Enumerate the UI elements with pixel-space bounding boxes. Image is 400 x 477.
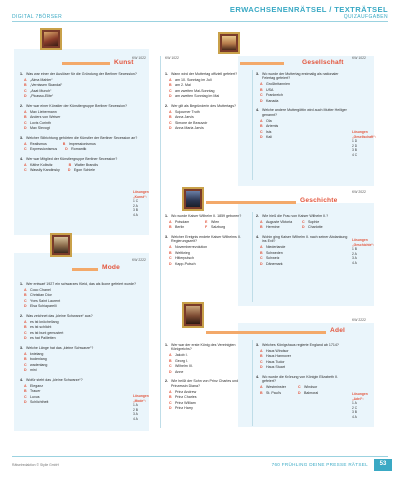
kunst-solutions (133, 190, 163, 218)
option-text: Niederlande (266, 245, 286, 250)
option-text: Kapp-Putsch (175, 261, 196, 266)
solution-line: 1 D (352, 139, 358, 144)
adel-week: KW 2222 (352, 318, 366, 322)
option-text: es ist schlicht (30, 325, 52, 330)
option-text: Sophie (308, 219, 320, 224)
solution-line: 1 C (133, 199, 139, 204)
option-text: Weltkrieg (175, 250, 190, 255)
question-number: 1. (165, 72, 168, 76)
option-text: Elsa Schiaparelli (30, 304, 57, 309)
header-right-label: QUIZAUFGABEN (343, 14, 388, 20)
gesellschaft-questions-col1 (165, 72, 249, 136)
option-text: Romantik (71, 147, 87, 152)
option-letter: F (205, 225, 208, 230)
geschichte-week: KW 2022 (352, 190, 366, 194)
question-number: 3. (256, 343, 259, 347)
option-text: Anna Jarvis (175, 115, 194, 120)
option-letter: C (298, 385, 301, 390)
option-text: Trauer (30, 389, 41, 394)
option-text: Salzburg (211, 225, 226, 230)
option-text: Max Slevogt (30, 126, 50, 131)
header-divider (12, 21, 388, 22)
solution-line: 3 B (352, 410, 357, 415)
option-letter: B (24, 357, 27, 362)
option-letter: C (302, 219, 305, 224)
option-text: Walter Brandis (74, 162, 99, 167)
question-text: Wohin ging Kaiser Wilhelm II. nach seiner Abdankung ins Exil? (262, 234, 348, 244)
solution-title: Lösungen „Adel“: (352, 392, 368, 401)
option-letter: A (24, 383, 27, 388)
option-letter: A (260, 219, 263, 224)
geschichte-questions-col1 (165, 214, 249, 271)
option-text: Impressionismus (68, 141, 96, 146)
option-text: Wassily Kandinsky (30, 168, 60, 173)
option-text: es ist bunt gemustert (30, 330, 64, 335)
option-letter: A (24, 287, 27, 292)
question-number: 2. (256, 214, 259, 218)
question-block (256, 235, 348, 266)
question-number: 4. (256, 108, 259, 113)
question-number: 3. (20, 135, 23, 140)
geschichte-category: Geschichte (300, 197, 338, 204)
adel-accent-line (206, 331, 326, 334)
option-text: Prinz Charles (175, 395, 197, 400)
solution-line: 2 C (352, 405, 358, 410)
kunst-artwork (40, 28, 62, 50)
geschichte-accent-line (206, 201, 296, 204)
solution-line: 3 B (352, 148, 357, 153)
option-text: Expressionismus (30, 147, 58, 152)
option-text: Eleganz (30, 383, 43, 388)
question-number: 2. (165, 103, 168, 108)
gesellschaft-week-left: KW 1022 (165, 56, 179, 60)
question-number: 1. (165, 214, 168, 218)
question-block (165, 343, 249, 374)
option-text: „Picasso-Elite“ (30, 94, 54, 99)
option-letter: C (24, 88, 27, 93)
footer-copyright: Rätselredaktion © Stylie GmbH (12, 462, 59, 467)
option-letter: B (260, 354, 263, 359)
question-text: Was zeichnet das „kleine Schwarze“ aus? (26, 313, 93, 318)
geschichte-solutions (352, 238, 380, 266)
question-block (165, 104, 249, 131)
question-text: Wer gilt als Begründerin des Muttertags? (171, 103, 237, 108)
option-letter: C (24, 330, 27, 335)
gesellschaft-artwork (218, 32, 240, 54)
solution-title: Lösungen „Gesellschaft“: (352, 130, 377, 139)
kunst-week: KW 1022 (132, 56, 146, 60)
question-block (20, 157, 142, 173)
option-text: es hat Pailletten (30, 336, 56, 341)
question-text: Wer war Mitglied der Künstlergruppe Berliner Secession? (26, 156, 118, 161)
option-text: Hermine (266, 225, 280, 230)
option-letter: D (65, 147, 68, 152)
question-block (256, 343, 348, 370)
option-letter: A (169, 245, 172, 250)
option-letter: D (24, 400, 27, 405)
option-letter: A (260, 385, 263, 390)
option-letter: D (260, 365, 263, 370)
option-text: Max Liebermann (30, 109, 57, 114)
option-letter: A (169, 353, 172, 358)
option-letter: C (260, 93, 263, 98)
solution-line: 3 A (133, 412, 138, 417)
question-block (20, 104, 142, 131)
option-text: Haus Hannover (266, 354, 291, 359)
question-block (20, 136, 142, 152)
mode-artwork (50, 233, 72, 257)
option-text: Artemis (266, 124, 279, 129)
solution-line: 3 B (133, 208, 138, 213)
option-letter: C (169, 88, 172, 93)
footer-divider (12, 456, 388, 457)
option-letter: D (298, 390, 301, 395)
option-letter: D (24, 94, 27, 99)
option-letter: C (24, 298, 27, 303)
option-text: Lovis Corinth (30, 120, 51, 125)
option-text: am 10. Sonntag im Juli (175, 77, 212, 82)
mode-accent-line (72, 268, 98, 271)
question-text: Wer war einer Künstler der Künstlergruppe Berliner Secession? (26, 103, 128, 108)
option-text: Isis (266, 129, 272, 134)
solution-line: 1 A (133, 403, 138, 408)
question-number: 1. (165, 343, 168, 347)
solution-line: 3 A (352, 256, 357, 261)
option-text: „Asat Munch“ (30, 88, 52, 93)
option-letter: D (24, 126, 27, 131)
option-letter: C (169, 364, 172, 369)
option-text: Anna Maria Jarvis (175, 126, 204, 131)
option-letter: B (169, 395, 172, 400)
option-letter: A (24, 77, 27, 82)
option-text: Yves Saint Laurent (30, 298, 61, 303)
question-block (256, 72, 348, 103)
gesellschaft-week: KW 1022 (352, 56, 366, 60)
option-letter: C (24, 362, 27, 367)
option-text: Haus Tudor (266, 359, 285, 364)
option-letter: A (24, 141, 27, 146)
gesellschaft-accent-line (240, 62, 284, 65)
question-text: Wie hieß die Frau von Kaiser Wilhelm II.? (262, 214, 329, 218)
option-letter: D (169, 369, 172, 374)
mode-category: Mode (102, 264, 121, 271)
solution-title: Lösungen „Geschichte“: (352, 238, 375, 247)
option-letter: A (260, 82, 263, 87)
option-letter: D (169, 94, 172, 99)
solution-line: 2 B (133, 407, 138, 412)
question-text: Wann wird der Muttertag offiziell gefeiert? (171, 72, 238, 76)
option-text: Auguste Viktoria (266, 219, 293, 224)
option-text: Käthe Kollwitz (30, 162, 53, 167)
option-text: USA (266, 87, 274, 92)
option-letter: C (24, 168, 27, 173)
question-text: Welcher Stilrichtung gehörten die Künstler der Berliner Secession an? (26, 135, 138, 140)
option-letter: D (169, 261, 172, 266)
option-letter: A (24, 109, 27, 114)
question-block (20, 314, 142, 341)
option-text: Charlotte (308, 225, 323, 230)
option-text: Schweiz (266, 256, 280, 261)
column-divider (252, 70, 253, 180)
option-text: es ist knöchellang (30, 319, 59, 324)
mode-week: KW 2222 (132, 258, 146, 262)
question-text: Welche Länge hat das „kleine Schwarze“? (26, 345, 94, 350)
option-text: Prinz William (175, 400, 196, 405)
option-text: Wien (211, 219, 220, 224)
question-block (165, 72, 249, 99)
option-letter: B (62, 141, 66, 146)
option-text: Jakob I. (175, 353, 188, 358)
question-number: 3. (20, 345, 23, 350)
option-letter: D (302, 225, 305, 230)
option-letter: C (260, 129, 263, 134)
question-text: Wo wurde der Muttertag erstmalig als nationaler Feiertag gefeiert? (262, 72, 339, 81)
option-text: Windsor (304, 385, 318, 390)
footer-publication: 760 FRÜHLING DEINE PRESSE RÄTSEL (271, 462, 368, 468)
question-block (165, 214, 249, 230)
option-text: mini (30, 368, 37, 373)
column-divider (160, 56, 161, 428)
option-letter: B (260, 87, 263, 92)
solution-line: 2 D (352, 143, 358, 148)
option-letter: E (205, 219, 208, 224)
option-text: am zweiten Sonntag im Mai (175, 94, 220, 99)
solution-line: 4 A (352, 415, 357, 420)
solution-line: 4 C (352, 153, 358, 158)
option-letter: C (169, 120, 172, 125)
option-text: Realismus (30, 141, 47, 146)
question-number: 2. (20, 313, 23, 318)
question-number: 4. (20, 377, 23, 382)
option-letter: A (169, 77, 172, 82)
gesellschaft-category: Gesellschaft (302, 59, 344, 66)
option-text: Haus Stuart (266, 365, 285, 370)
solution-line: 1 A (352, 401, 357, 406)
option-text: Simone de Beauvoir (175, 120, 208, 125)
solution-title: Lösungen „Kunst“: (133, 190, 149, 199)
option-letter: B (169, 83, 172, 88)
option-text: Schlichtheit (30, 400, 49, 405)
page-number: 53 (374, 459, 392, 471)
option-letter: D (67, 168, 71, 173)
option-text: Berlin (175, 225, 185, 230)
solution-line: 2 A (352, 251, 357, 256)
question-number: 4. (256, 234, 259, 239)
option-letter: D (169, 126, 172, 131)
option-text: am 2. Mai (175, 83, 191, 88)
option-text: wadenlang (30, 362, 48, 367)
question-number: 3. (165, 234, 168, 239)
option-text: Wilhelm III. (175, 364, 193, 369)
column-divider (252, 340, 253, 426)
question-text: Welcher Ereignis endete Kaiser Wilhelms II. Regierungszeit? (171, 234, 241, 244)
question-number: 3. (256, 72, 259, 76)
question-block (165, 379, 249, 410)
adel-category: Adel (330, 327, 346, 334)
option-text: Anne (175, 369, 184, 374)
geschichte-questions-col2 (256, 214, 348, 271)
option-text: Großbritannien (266, 82, 290, 87)
option-text: „Vernissen Skandal“ (30, 83, 63, 88)
option-letter: B (169, 225, 172, 230)
question-block (256, 108, 348, 139)
option-text: Balmoral (304, 390, 319, 395)
option-letter: C (169, 400, 172, 405)
option-letter: D (24, 336, 27, 341)
option-text: Dänemark (266, 261, 283, 266)
option-letter: B (260, 390, 263, 395)
question-block (20, 282, 142, 309)
solution-line: 2 A (133, 203, 138, 208)
option-letter: D (24, 304, 27, 309)
option-letter: C (24, 120, 27, 125)
option-text: Sojourner Truth (175, 109, 200, 114)
question-text: Wer war der erste König des Vereinigten Königreichs? (171, 343, 236, 352)
page-title: ERWACHSENENRÄTSEL / TEXTRÄTSEL (229, 5, 388, 14)
option-text: Prinz Andrew (175, 389, 197, 394)
question-block (20, 377, 142, 408)
option-letter: B (24, 389, 27, 394)
option-letter: A (169, 109, 172, 114)
option-letter: B (169, 250, 172, 255)
option-text: Georg I. (175, 358, 188, 363)
option-letter: C (260, 359, 263, 364)
solution-title: Lösungen „Mode“: (133, 394, 149, 403)
kunst-questions (20, 72, 142, 178)
option-text: Westminster (266, 385, 286, 390)
question-number: 4. (256, 374, 259, 379)
adel-artwork (182, 302, 204, 328)
option-letter: C (24, 147, 27, 152)
option-letter: D (24, 368, 27, 373)
option-letter: B (169, 358, 172, 363)
option-letter: B (24, 83, 27, 88)
adel-questions-col2 (256, 343, 348, 400)
solution-line: 4 A (352, 261, 357, 266)
column-divider (252, 212, 253, 302)
option-text: St. Paul's (266, 390, 282, 395)
option-letter: D (260, 98, 263, 103)
option-letter: A (260, 245, 263, 250)
option-letter: B (24, 115, 27, 120)
option-letter: A (24, 162, 27, 167)
question-block (256, 214, 348, 230)
option-letter: A (24, 351, 27, 356)
solution-line: 4 A (133, 417, 138, 422)
option-letter: B (24, 325, 27, 330)
option-letter: B (260, 124, 263, 129)
option-letter: A (169, 389, 172, 394)
option-letter: D (169, 406, 172, 411)
question-text: Wofür steht das „kleine Schwarze“? (26, 377, 83, 382)
option-letter: C (24, 394, 27, 399)
question-text: Welches Königshaus regierte England ab 1714? (262, 343, 339, 347)
option-text: Hitlerputsch (175, 256, 194, 261)
question-text: Wer entwarf 1927 ein schwarzes Kleid, das als Ikone gefeiert wurde? (26, 282, 137, 286)
question-text: Welche andere Muttergöttin wird auch Mutter Heiliger genannt? (262, 108, 347, 117)
option-text: Christian Dior (30, 293, 52, 298)
option-text: am zweiten Mai-Sonntag (175, 88, 215, 93)
question-text: Was war einer der Auslöser für die Gründung der Berliner Secession? (26, 72, 137, 76)
option-text: Luxus (30, 394, 40, 399)
question-block (256, 375, 348, 395)
option-text: knielang (30, 351, 44, 356)
mode-solutions (133, 394, 161, 422)
solution-line: 1 B (352, 247, 357, 252)
option-letter: B (24, 293, 27, 298)
option-text: Anders von Weiser (30, 115, 61, 120)
option-text: Potsdam (175, 219, 190, 224)
option-letter: A (169, 219, 172, 224)
option-text: Haus Windsor (266, 348, 289, 353)
header-left-label: DIGITAL 7BÖRSER (12, 14, 63, 20)
question-block (165, 235, 249, 266)
option-letter: A (24, 319, 27, 324)
kunst-category: Kunst (114, 59, 134, 66)
option-text: Kali (266, 135, 272, 140)
option-text: Prinz Harry (175, 406, 193, 411)
option-letter: B (260, 250, 263, 255)
question-text: Wo wurde die Krönung von Königin Elizabeth II. gefeiert? (262, 374, 339, 384)
question-number: 4. (20, 156, 23, 161)
option-letter: B (68, 162, 72, 167)
option-letter: A (260, 118, 263, 123)
option-text: „Alma Mahler“ (30, 77, 53, 82)
option-text: Kanada (266, 98, 279, 103)
question-number: 1. (20, 72, 23, 76)
option-letter: D (260, 135, 263, 140)
option-letter: D (260, 261, 263, 266)
question-number: 1. (20, 282, 23, 286)
question-block (20, 72, 142, 99)
option-text: bodenlang (30, 357, 47, 362)
option-text: Coco Chanel (30, 287, 51, 292)
option-text: Egon Schiele (73, 168, 96, 173)
gesellschaft-questions-col2 (256, 72, 348, 145)
question-number: 2. (20, 103, 23, 108)
question-text: Wo wurde Kaiser Wilhelm II. 1859 geboren? (171, 214, 242, 218)
kunst-accent-line (62, 62, 110, 65)
adel-questions-col1 (165, 343, 249, 416)
option-letter: C (260, 256, 263, 261)
option-text: Novemberrevolution (175, 245, 208, 250)
geschichte-artwork (182, 187, 204, 211)
gesellschaft-solutions (352, 130, 380, 158)
adel-solutions (352, 392, 380, 420)
option-letter: A (260, 348, 263, 353)
solution-line: 4 A (133, 213, 138, 218)
option-text: Ola (266, 118, 272, 123)
question-block (20, 346, 142, 373)
mode-questions (20, 282, 142, 410)
question-text: Wie heißt der Sohn von Prinz Charles und Prinzessin Diana? (171, 379, 239, 388)
option-letter: C (169, 256, 172, 261)
option-letter: B (169, 115, 172, 120)
option-text: Frankreich (266, 93, 283, 98)
option-text: Schweden (266, 250, 283, 255)
option-letter: B (260, 225, 263, 230)
question-number: 2. (165, 379, 168, 384)
